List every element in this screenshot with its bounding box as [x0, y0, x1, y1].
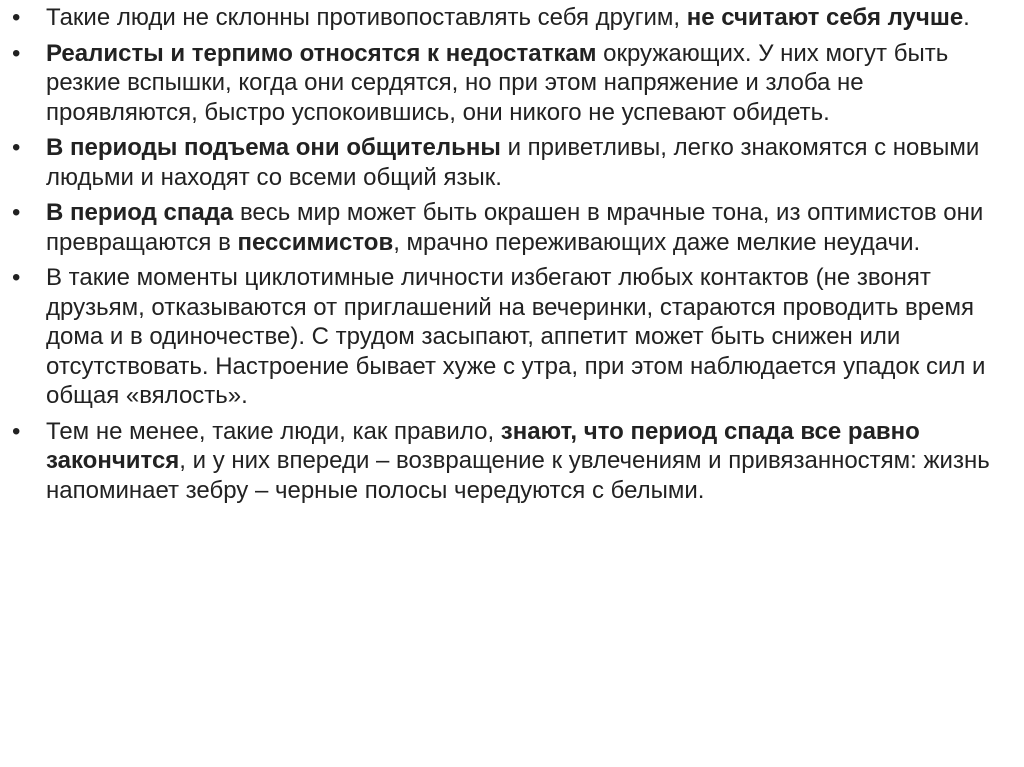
bullet-item-6 — [10, 417, 1014, 506]
bullet-marker: • — [12, 4, 21, 31]
bullet-marker: • — [12, 264, 21, 291]
bold-text-segment: пессимистов — [237, 228, 394, 256]
bullet-item-5 — [10, 263, 1014, 411]
text-segment: В такие моменты циклотимные личности избегают любых контактов (не звонят друзьям, отказываются от приглашений на вечеринки, стараются проводить время дома и в одиночестве). С трудом засыпают, аппетит может быть снижен или отсутствовать. Настроение бывает хуже с утра, при этом наблюдается упадок сил и общая «вялость». — [46, 264, 986, 409]
bold-text-segment: В периоды подъема они общительны — [46, 134, 501, 161]
bullet-marker: • — [12, 39, 21, 67]
text-segment: окружающих. У них могут быть резкие вспышки, когда они сердятся, но при этом напряжение и злоба не проявляются, быстро успокоившись, они никого не успевают обидеть. — [46, 39, 949, 126]
bullet-item-2 — [10, 39, 1014, 128]
text-segment: Тем не менее, такие люди, как правило, — [46, 417, 501, 445]
bullet-marker: • — [12, 199, 21, 226]
bullet-item-4 — [10, 198, 1014, 257]
bullet-marker: • — [12, 417, 21, 445]
text-segment: и приветливы, легко знакомятся с новыми людьми и находят со всеми общий язык. — [46, 134, 980, 191]
bullet-item-3 — [10, 133, 1014, 192]
bold-text-segment: Реалисты и терпимо относятся к недостаткам — [46, 39, 597, 67]
text-segment: , мрачно переживающих даже мелкие неудачи. — [393, 228, 921, 256]
text-segment: Такие люди не склонны противопоставлять себя другим, — [46, 4, 687, 31]
bullet-list — [10, 3, 1014, 511]
bold-text-segment: знают, что период спада все равно закончится — [46, 417, 920, 474]
bullet-marker: • — [12, 134, 21, 161]
bullet-item-1 — [10, 3, 1014, 33]
text-segment: весь мир может быть окрашен в мрачные тона, из оптимистов они превращаются в — [46, 199, 984, 256]
text-segment: . — [963, 4, 970, 31]
bold-text-segment: не считают себя лучше — [686, 4, 964, 31]
bold-text-segment: В период спада — [46, 199, 234, 226]
text-segment: , и у них впереди – возвращение к увлечениям и привязанностям: жизнь напоминает зебру – черные полосы чередуются с белыми. — [46, 447, 990, 504]
